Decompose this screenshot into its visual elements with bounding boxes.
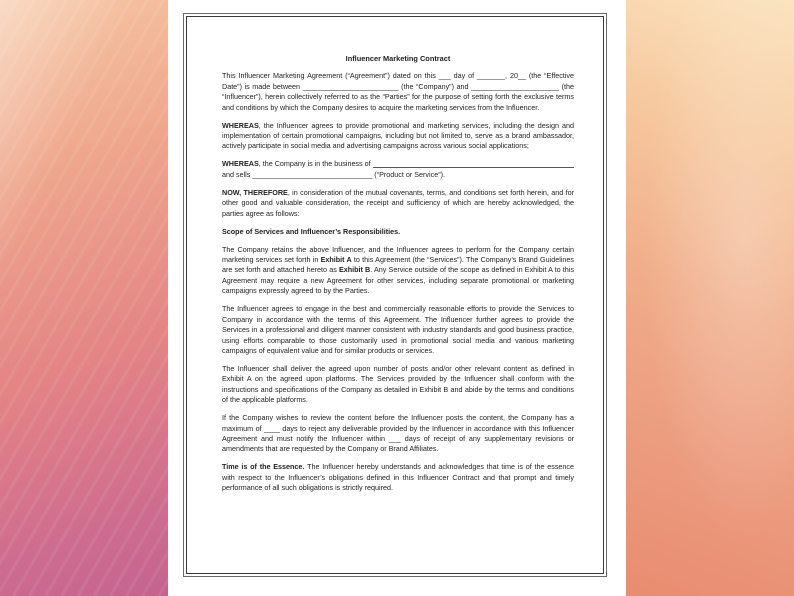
sells-line: and sells ______________________________ (“Product or Service”). <box>222 169 445 179</box>
time-essence-text: The Influencer hereby understands and acknowledges that time is of the essence with respect to the Influencer’s obligations defined in this Influencer Contract and that prompt and timely performance of all such obligations is strictly required. <box>222 462 574 493</box>
background-left-panel <box>0 0 168 596</box>
whereas-text: , the Influencer agrees to provide promotional and marketing services, including the design and implementation of certain promotional campaigns, including but not limited to, serve as a brand ambassador, actively participate in social media and advertising campaigns across various social applications; <box>222 120 574 151</box>
document-page <box>168 0 626 596</box>
business-blank-line[interactable] <box>373 159 574 167</box>
whereas-label: WHEREAS <box>222 159 259 169</box>
now-therefore-label: NOW, THEREFORE <box>222 187 288 197</box>
time-essence-label: Time is of the Essence. <box>222 462 305 472</box>
business-line <box>222 159 574 169</box>
scope-paragraph-3: The Influencer shall deliver the agreed upon number of posts and/or other relevant content as defined in Exhibit A on the agreed upon platforms. The Services provided by the Influencer shall conform with the instructions and specifications of the Company as detailed in Exhibit B and abide by the terms and conditions of the applicable platforms. <box>222 363 574 405</box>
scope-paragraph-4: If the Company wishes to review the content before the Influencer posts the content, the Company has a maximum of ____ days to reject any deliverable provided by the Influencer in accordance with this Influencer Agreement and must notify the Influencer within ___ days of receipt of any supplementary revisions or amendments that are requested by the Company or Brand Affiliates. <box>222 413 574 454</box>
time-essence-paragraph <box>222 462 574 493</box>
whereas-paragraph-2 <box>222 159 574 180</box>
whereas-label: WHEREAS <box>222 120 259 130</box>
exhibit-b-ref: Exhibit B <box>338 265 371 275</box>
scope-paragraph-1: The Company retains the above Influencer, and the Influencer agrees to perform for the Company certain marketing services set forth in Exhibit A to this Agreement (the “Services”). The Company’s Brand Guidelines are set forth and attached hereto as Exhibit B. Any Service outside of the scope as defined in Exhibit A to this Agreement may require a new Agreement for other services, including separate promotional or marketing campaigns expressly agreed to by the Parties. <box>222 244 574 296</box>
whereas-paragraph-1 <box>222 121 574 152</box>
background-right-panel <box>626 0 794 596</box>
exhibit-a-ref: Exhibit A <box>320 255 352 265</box>
now-therefore-text: , in consideration of the mutual covenants, terms, and conditions set forth herein, and for other good and valuable consideration, the receipt and sufficiency of which are hereby acknowledged, the parties agree as follows: <box>222 187 574 218</box>
contract-body <box>222 54 574 501</box>
scope-paragraph-2: The Influencer agrees to engage in the best and commercially reasonable efforts to provide the Services to Company in accordance with the terms of this Agreement. The Influencer further agrees to provide the Services in a professional and diligent manner consistent with industry standards and good business practice, using efforts comparable to those customarily used in promotional social media and various marketing campaigns of equivalent value and for similar products or services. <box>222 304 574 355</box>
document-title: Influencer Marketing Contract <box>345 54 451 63</box>
whereas-text: , the Company is in the business of <box>258 159 371 169</box>
intro-paragraph: This Influencer Marketing Agreement (“Agreement”) dated on this ___ day of _______, 20__ (the “Effective Date”) is made between ________________________ (the “Company”) and ______________________ (the “Influencer”), herein collectively referred to as the “Parties” for the purpose of setting forth the exclusive terms and conditions by which the Company desires to acquire the marketing services from the Influencer. <box>222 71 574 112</box>
section-heading-scope: Scope of Services and Influencer’s Responsibilities. <box>222 226 401 236</box>
now-therefore-paragraph <box>222 188 574 219</box>
